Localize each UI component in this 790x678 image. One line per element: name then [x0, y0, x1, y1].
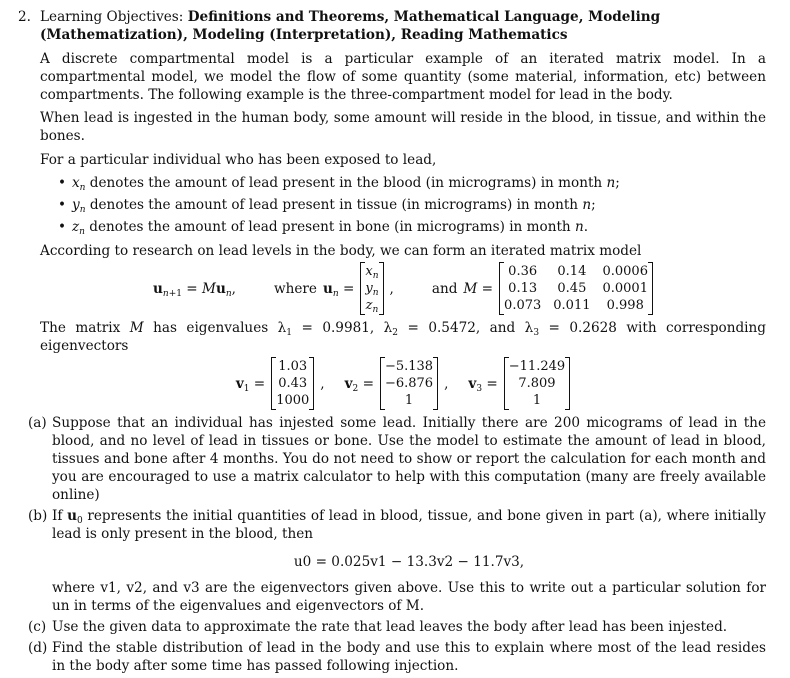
variable-list	[40, 174, 766, 236]
eigenvector-v3: −11.249 7.809 1	[504, 357, 570, 410]
question-header	[18, 8, 766, 44]
question-page	[18, 8, 766, 678]
model-equation: $u_{n+1} = Mu_n$, where $u_n$ = $x_n$ $y_n$ $z_n$ , and M = 0.36 0.14 0.0006 0.13 0.45 0.0001 0.073 0.011 0.998	[40, 262, 766, 315]
initial-condition-equation: u0 = 0.025v1 − 13.3v2 − 11.7v3,	[293, 554, 525, 570]
intro-paragraph-4: According to research on lead levels in the body, we can form an iterated matrix model	[40, 243, 642, 259]
list-item: • $y_n$ denotes the amount of lead present in tissue (in micrograms) in month n;	[60, 196, 766, 214]
part-d: (d) Find the stable distribution of lead in the body and use this to explain where most of the lead resides in the body after some time has passed following injection.	[28, 640, 766, 674]
learning-objectives: Definitions and Theorems, Mathematical Language, Modeling (Mathematization), Modeling (Interpretation), Reading Mathematics	[40, 9, 661, 43]
part-b-followup: where v1, v2, and v3 are the eigenvectors given above. Use this to write out a particular solution for un in terms of the eigenvalues and eigenvectors of M.	[52, 580, 766, 614]
intro-paragraph-1: A discrete compartmental model is a particular example of an iterated matrix model. In a compartmental model, we model the flow of some quantity (some material, information, etc) between compartments. The following example is the three-compartment model for lead in the body.	[40, 51, 766, 103]
question-body	[18, 50, 766, 410]
eigenvalues-sentence: The matrix M has eigenvalues $\lambda_1 = 0.9981$, $\lambda_2 = 0.5472$, and $\lambda_3 = 0.2628$ with corresponding eigenvectors	[40, 320, 766, 354]
intro-paragraph-3: For a particular individual who has been exposed to lead,	[40, 152, 437, 168]
part-a: (a) Suppose that an individual has injested some lead. Initially there are 200 micograms of lead in the blood, and no level of lead in tissues or bone. Use the model to estimate the amount of lead in blood, tissues and bone after 4 months. You do not need to show or report the calculation for each month and you are encouraged to use a matrix calculator to help with this computation (many are freely available online)	[28, 415, 766, 503]
part-c: (c) Use the given data to approximate the rate that lead leaves the body after lead has been injested.	[28, 619, 728, 635]
state-vector: $x_n$ $y_n$ $z_n$	[360, 262, 383, 315]
part-b: (b) If $u_0$ represents the initial quantities of lead in blood, tissue, and bone given in part (a), where initially lead is only present in the blood, then u0 = 0.025v1 − 13.3v2 − 11.7v3, where v1, v2, and v3 are the eigenvectors given above. Use this to write out a particular solution for un in terms of the eigenvalues and eigenvectors of M.	[28, 508, 766, 614]
transition-matrix: 0.36 0.14 0.0006 0.13 0.45 0.0001 0.073 0.011 0.998	[499, 262, 653, 315]
eigenvectors: $v_1$ = 1.03 0.43 1000 , $v_2$ = −5.138 −6.876 1 , $v_3$ = −11.249 7.809 1	[40, 357, 766, 410]
intro-paragraph-2: When lead is ingested in the human body, some amount will reside in the blood, in tissue, and within the bones.	[40, 110, 766, 144]
eigenvector-v2: −5.138 −6.876 1	[380, 357, 438, 410]
list-item: • $z_n$ denotes the amount of lead present in bone (in micrograms) in month n.	[60, 218, 766, 236]
objectives-lead-in: Learning Objectives:	[40, 9, 184, 25]
question-parts	[18, 414, 766, 675]
list-item: • $x_n$ denotes the amount of lead present in the blood (in micrograms) in month n;	[60, 174, 766, 192]
eigenvector-v1: 1.03 0.43 1000	[271, 357, 314, 410]
question-number: 2.	[18, 9, 31, 25]
